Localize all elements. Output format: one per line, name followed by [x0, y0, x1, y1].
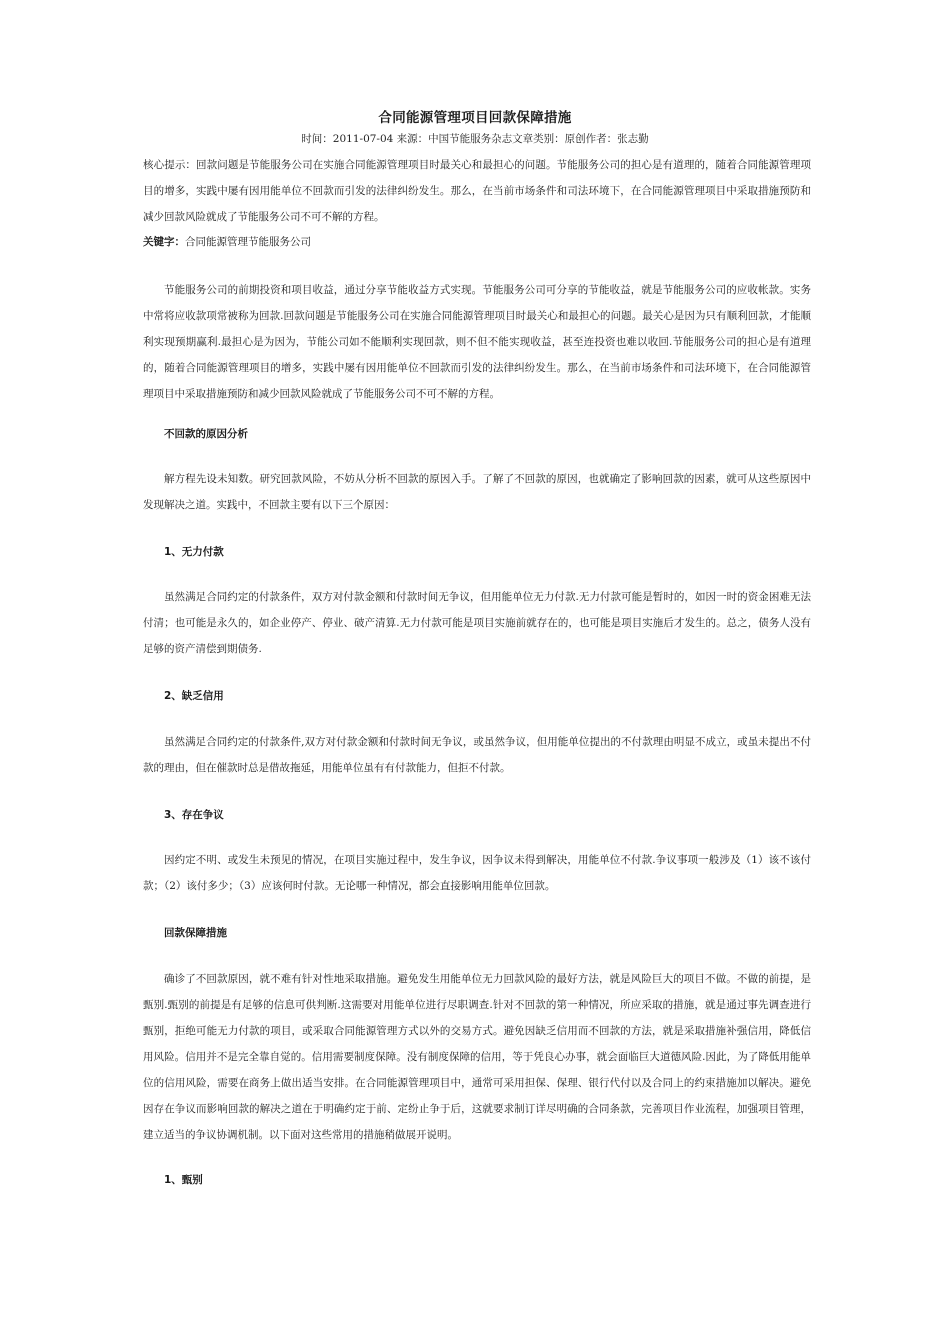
- no-ability-paragraph: [143, 584, 811, 662]
- subheading-no-ability: 1、无力付款: [164, 546, 224, 558]
- section-heading-measures: 回款保障措施: [164, 927, 227, 939]
- summary-text: 核心提示：回款问题是节能服务公司在实施合同能源管理项目时最关心和最担心的问题。节能服务公司的担心是有道理的，随着合同能源管理项目的增多，实践中屡有因用能单位不回款而引发的法律纠纷发生。那么，在当前市场条件和司法环境下，在合同能源管理项目中采取措施预防和减少回款风险就成了节能服务公司不可不解的方程。: [143, 159, 811, 223]
- dispute-paragraph: [143, 847, 811, 899]
- measures-paragraph: [143, 966, 811, 1148]
- subheading-screening: 1、甄别: [164, 1174, 203, 1186]
- intro-paragraph: [143, 277, 811, 407]
- section-heading-analysis: 不回款的原因分析: [164, 428, 248, 440]
- lack-credit-paragraph: [143, 729, 811, 781]
- subheading-lack-credit: 2、缺乏信用: [164, 690, 224, 702]
- keywords-line: [143, 229, 811, 255]
- subheading-dispute: 3、存在争议: [164, 809, 224, 821]
- measures-text: 确诊了不回款原因，就不难有针对性地采取措施。避免发生用能单位无力回款风险的最好方法，就是风险巨大的项目不做。不做的前提，是甄别.甄别的前提是有足够的信息可供判断.这需要对用能单位进行尽职调查.针对不回款的第一种情况，所应采取的措施，就是通过事先调查进行甄别，拒绝可能无力付款的项目，或采取合同能源管理方式以外的交易方式。避免因缺乏信用而不回款的方法，就是采取措施补强信用，降低信用风险。信用并不是完全靠自觉的。信用需要制度保障。没有制度保障的信用，等于凭良心办事，就会面临巨大道德风险.因此，为了降低用能单位的信用风险，需要在商务上做出适当安排。在合同能源管理项目中，通常可采用担保、保理、银行代付以及合同上的约束措施加以解决。避免因存在争议而影响回款的解决之道在于明确约定于前、定纷止争于后，这就要求制订详尽明确的合同条款，完善项目作业流程，加强项目管理，建立适当的争议协调机制。以下面对这些常用的措施稍做展开说明。: [143, 973, 811, 1141]
- intro-text: 节能服务公司的前期投资和项目收益，通过分享节能收益方式实现。节能服务公司可分享的节能收益，就是节能服务公司的应收帐款。实务中常将应收款项常被称为回款.回款问题是节能服务公司在实施合同能源管理项目时最关心和最担心的问题。最关心是因为只有顺利回款，才能顺利实现预期赢利.最担心是为因为，节能公司如不能顺利实现回款，则不但不能实现收益，甚至连投资也难以收回.节能服务公司的担心是有道理的，随着合同能源管理项目的增多，实践中屡有因用能单位不回款而引发的法律纠纷发生。那么，在当前市场条件和司法环境下，在合同能源管理项目中采取措施预防和减少回款风险就成了节能服务公司不可不解的方程。: [143, 284, 811, 400]
- keywords-label: 关键字：: [143, 236, 185, 248]
- analysis-paragraph: [143, 466, 811, 518]
- summary-paragraph: [143, 152, 811, 230]
- article-meta: 时间：2011-07-04 来源：中国节能服务杂志文章类别：原创作者：张志勤: [301, 133, 649, 145]
- no-ability-text: 虽然满足合同约定的付款条件，双方对付款金额和付款时间无争议，但用能单位无力付款.无力付款可能是暂时的，如因一时的资金困难无法付清；也可能是永久的，如企业停产、停业、破产清算.无力付款可能是项目实施前就存在的，也可能是项目实施后才发生的。总之，债务人没有足够的资产清偿到期债务.: [143, 591, 811, 655]
- article-title: 合同能源管理项目回款保障措施: [378, 110, 572, 126]
- keywords-value: 合同能源管理节能服务公司: [185, 236, 311, 248]
- dispute-text: 因约定不明、或发生未预见的情况，在项目实施过程中，发生争议，因争议未得到解决，用能单位不付款.争议事项一般涉及（1）该不该付款；（2）该付多少；（3）应该何时付款。无论哪一种情况，都会直接影响用能单位回款。: [143, 854, 811, 892]
- lack-credit-text: 虽然满足合同约定的付款条件,双方对付款金额和付款时间无争议，或虽然争议，但用能单位提出的不付款理由明显不成立，或虽未提出不付款的理由，但在催款时总是借故拖延，用能单位虽有有付款能力，但拒不付款。: [143, 736, 811, 774]
- analysis-text: 解方程先设未知数。研究回款风险，不妨从分析不回款的原因入手。了解了不回款的原因，也就确定了影响回款的因素，就可从这些原因中发现解决之道。实践中，不回款主要有以下三个原因：: [143, 473, 811, 511]
